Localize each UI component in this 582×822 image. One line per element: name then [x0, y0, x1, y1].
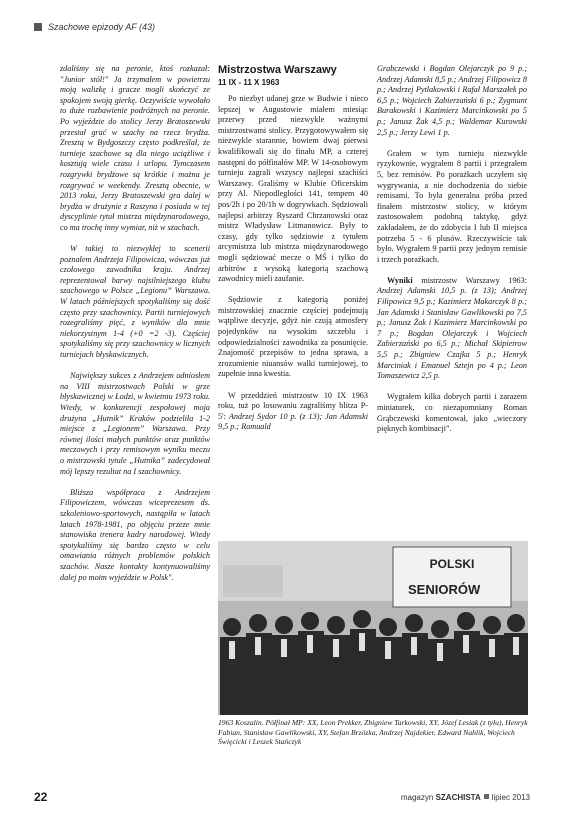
footer-publication	[401, 793, 530, 802]
page-footer	[34, 790, 530, 804]
draw-intro: W przeddzień mistrzostw 10 IX 1963 roku, tuż po losowaniu zagraliśmy blitza P-5':	[218, 390, 368, 421]
blitz-results-continued: Grabczewski i Bogdan Olejarczyk po 9 p.; Andrzej Adamski 8,5 p.; Andrzej Filipowicz 8 p.; Andrzej Pytlakowski i Rafał Marszałek po 6,5 p.; Wojciech Zabierzański 6 p.; Zygmunt Burakowski i Kazimierz Marcinkowski po 5 p.; Janusz Żak 4,5 p.; Waldemar Kurowski 2,5 p.; Jerzy Lewi 1 p.	[377, 64, 527, 137]
left-paragraph: zdaliśmy się na peronie, ktoś rozkazał: "Junior stól!" Ja trzymałem w powietrzu moją walizkę i gracze mogli skończyć ze spokojem swoją gierkę. Oczywiście wywołało to duże rozbawienie podróżnych na peronie. Po wyjeździe do stolicy Jerzy Bratoszewski przestał grać w szachy na rzecz brydża. Zresztą w Bydgoszczy często podkreślał, że turnieje szachowe są dla niego uciążliwe i kosztują wiele czasu i urlopu. Tymczasem rozgrywki brydżowe są krótkie i można je rozgrywać w weekendy. Zresztą obecnie, w 2013 roku, Jerzy Bratoszewski gra dalej w brydża w drużynie z Raszyna i posiada w tej dyscyplinie tytuł mistrza międzynarodowego, co ma trochę inny wymiar, niż w szachach.	[60, 64, 210, 232]
running-header	[34, 22, 155, 32]
draw-paragraph	[218, 391, 368, 433]
left-paragraph: Największy sukces z Andrzejem odniosłem na VIII mistrzostwach Polski w grze błyskawicznej w Łodzi, w kwietniu 1973 roku. Wtedy, w konkurencji zespołowej moja drużyna „Hutnik” Kraków podzieliła 1-2 miejsce z „Legionem” Warszawa. Przy równej ilości małych punktów oraz punktów meczowych i przy remisowym wyniku meczu o mistrzowski tytule „Hutnika” zadecydował mój lepszy rezultat na I szachownicy.	[60, 371, 210, 476]
banner-text: SENIORÓW	[408, 582, 481, 597]
results-intro: mistrzostw Warszawy 1963:	[421, 275, 528, 285]
body-paragraph: Grałem w tym turnieju niezwykle ryzykownie, wygrałem 8 partii i przegrałem 5, bez remisów. Po porażkach uczyłem się wygrywania, a nie dochodzenia do siebie remisami. To była generalna próba przed finałem mistrzostw stolicy, w którym zastosowałem podobną taktykę, gdyż zakładałem, że do zdobycia I lub II miejsca potrzeba 5 - 6 plusów. Rzeczywiście tak było. Wygrałem 9 partii przy jednym remisie i trzech porażkach.	[377, 148, 527, 264]
magazine-prefix: magazyn	[400, 793, 434, 802]
closing-paragraph: Wygrałem kilka dobrych partii i zarazem miniaturek, co niezapomniany Roman Grąbczewski komentował, jako „wieczory pięknych kombinacji”.	[377, 392, 527, 434]
section-title: Mistrzostwa Warszawy	[218, 64, 337, 76]
right-column	[377, 64, 527, 445]
results-paragraph	[377, 276, 527, 382]
body-paragraph: Po niezbyt udanej grze w Budwie i nieco lepszej w Augustowie miałem miesiąc przerwy przed niezwykle ważnymi mistrzostwami stolicy. Przygotowywałem się niezwykle starannie, bowiem dwaj pierwsi kwalifikowali się do finału MP, a czterej następni do półfinałów MP. W 14-osobowym turnieju zagrali wszyscy najlepsi szachiści Warszawy. Graliśmy w Klubie Oficerskim przy Al. Niepodległości 141, tempem 40 pos/2h i po 20/1h w dogrywkach. Sędziowali najlepsi arbitrzy Ryszard Chrzanowski oraz mistrz Władysław Litmanowicz. Były to czasy, gdy tylko sędziowie z tytułem arcymistrza lub mistrza międzynarodowego mogli sędziować mecze o MŚ i tylko do arbitrów z wysoką kategorią szachową zawodnicy mieli zaufanie.	[218, 94, 368, 284]
left-paragraph: Bliższa współpraca z Andrzejem Filipowiczem, wówczas wiceprezesem ds. szkoleniowo-sportowych, nastąpiła w latach latach 1978-1981, po objęciu przeze mnie stanowiska trenera kadry narodowej. Wtedy spotykaliśmy się bardzo często w celu omawiania różnych problemów polskich szachów. Nasze kontakty kontynuowaliśmy dalej po moim wyjeździe w Polsk".	[60, 487, 210, 582]
issue-date: lipiec 2013	[491, 793, 530, 802]
group-photo-illustration	[218, 541, 528, 715]
magazine-name: SZACHISTA	[435, 793, 481, 802]
header-square-icon	[34, 23, 42, 31]
header-title: Szachowe epizody AF (43)	[48, 22, 156, 32]
left-paragraph: W takiej to niezwykłej to scenerii poznałem Andrzeja Filipowicza, wówczas już czołowego zawodnika kraju. Andrzej reprezentował barwy najsilniejszego klubu szachowego w Polsce „Legionu” Warszawa. W latach późniejszych spotykaliśmy się dość często przy szachownicy. Partii turniejowych rozegraliśmy pięć, z wyników dla mnie niekorzystnym 1-4 (+0 =2 -3). Częściej spotykaliśmy się przy szachownicy w licznych turniejach błyskawicznych.	[60, 244, 210, 360]
group-photo	[218, 541, 528, 715]
separator-square-icon	[484, 794, 489, 799]
banner-text: POLSKI	[429, 557, 475, 571]
body-paragraph: Sędziowie z kategorią poniżej mistrzowskiej znacznie częściej podejmują wątpliwe decyzje, gdyż nie czują atmosfery pojedynków na wysokim szczeblu i odpowiedzialności zawodnika za posunięcie. Znajomość przepisów to jedna sprawa, a zrozumienie niuansów walki turniejowej, to zupełnie inna kwestia.	[218, 295, 368, 379]
left-column	[60, 64, 210, 594]
results-label: Wyniki	[387, 275, 413, 285]
results-list: Andrzej Adamski 10,5 p. (z 13); Andrzej Filipowicz 9,5 p.; Kazimierz Makarczyk 8 p.; Jan Adamski i Stanisław Gawlikowski po 7,5 p.; Janusz Żak i Kazimierz Marcinkowski po 7 p.; Bogdan Olejarczyk i Wojciech Zabierzański po 6,5 p.; Michał Skipietrow 5,5 p.; Zbigniew Czajka 5 p.; Henryk Marciniak i Emanuel Sztejn po 4 p.; Leon Tomaszewicz 2,5 p.	[377, 286, 527, 381]
photo-caption: 1963 Koszalin. Półfinał MP: XX, Leon Prekker, Zbigniew Tarkowski, XY, Józef Lesiak (z tyłu), Henryk Fabian, Stanisław Gawlikowski, XY, Stefan Brzózka, Andrzej Najdekier, Edward Nahlik, Wojciech Święcicki i Leszek Stańczyk	[218, 718, 528, 747]
page-number: 22	[34, 790, 48, 804]
section-subtitle: 11 IX - 11 X 1963	[218, 78, 280, 87]
middle-column	[218, 64, 368, 444]
draw-results: Andrzej Sydor 10 p. (z 13); Jan Adamski 9,5 p.; Romuald	[218, 411, 369, 432]
